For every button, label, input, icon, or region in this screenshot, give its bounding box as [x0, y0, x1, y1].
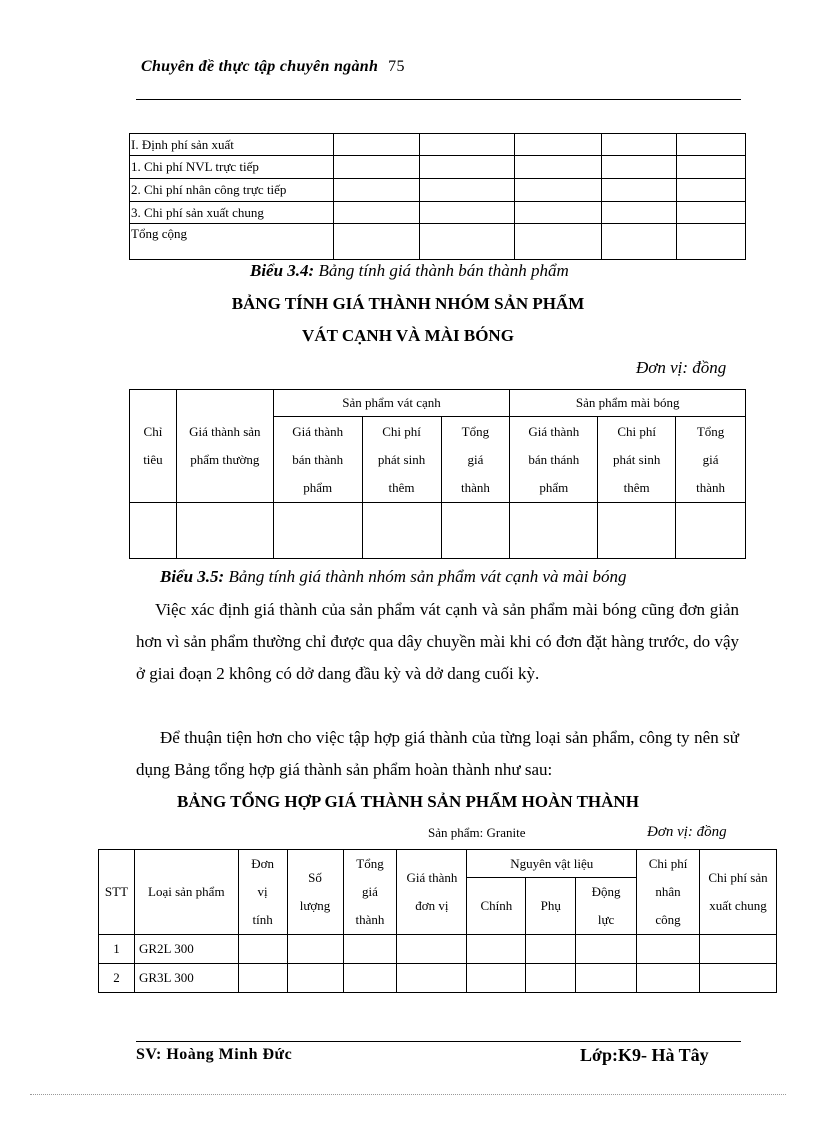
sub-header: Tổng giá thành: [441, 417, 510, 503]
page-bottom-rule: [30, 1094, 786, 1095]
row-label: 3. Chi phí sản xuất chung: [130, 202, 334, 224]
table-row: [130, 202, 746, 224]
row-label: I. Định phí sản xuất: [130, 134, 334, 156]
header-title: Chuyên đề thực tập chuyên ngành: [141, 58, 379, 75]
row-label: 2. Chi phí nhân công trực tiếp: [130, 179, 334, 202]
header-so-luong: Số lượng: [287, 850, 343, 935]
caption-text: Bảng tính giá thành nhóm sản phẩm vát cạnh và mài bóng: [224, 567, 627, 586]
table-header-row: [99, 850, 777, 878]
header-loai: Loại sản phẩm: [134, 850, 238, 935]
sub-header: Chi phí phát sinh thêm: [598, 417, 676, 503]
sub-header: Phụ: [526, 878, 576, 935]
table-row: [130, 224, 746, 260]
header-don-vi: Đơn vị tính: [238, 850, 287, 935]
cost-table: [129, 133, 746, 260]
sub-header: Giá thành bán thánh phẩm: [510, 417, 598, 503]
cell-stt: 2: [99, 964, 135, 993]
caption-3-4: [250, 261, 569, 281]
table-row: [130, 503, 746, 559]
header-rule: [136, 99, 741, 100]
header-tong-gia: Tổng giá thành: [343, 850, 397, 935]
table-row: [99, 964, 777, 993]
sub-header: Chi phí phát sinh thêm: [362, 417, 441, 503]
header-sxc: Chi phí sản xuất chung: [700, 850, 777, 935]
sub-header: Chính: [467, 878, 526, 935]
caption-label: Biểu 3.5:: [160, 567, 225, 586]
cell-name: GR3L 300: [134, 964, 238, 993]
page-header: [141, 58, 405, 76]
summary-table: [98, 849, 777, 993]
table-header-row: [130, 390, 746, 417]
section2-title-line2: VÁT CẠNH VÀ MÀI BÓNG: [302, 326, 514, 345]
caption-label: Biểu 3.4:: [250, 261, 315, 280]
caption-text: Bảng tính giá thành bán thành phẩm: [314, 261, 569, 280]
product-label: Sản phẩm: Granite: [428, 825, 526, 840]
row-label: 1. Chi phí NVL trực tiếp: [130, 156, 334, 179]
header-gia-thanh-thuong: Giá thành sản phẩm thường: [176, 390, 273, 503]
header-gia-don-vi: Giá thành đơn vị: [397, 850, 467, 935]
caption-3-5: [160, 567, 627, 587]
header-nhan-cong: Chi phí nhân công: [637, 850, 700, 935]
sub-header: Động lực: [576, 878, 637, 935]
paragraph-2: Để thuận tiện hơn cho việc tập hợp giá thành của từng loại sản phẩm, công ty nên sử dụng Bảng tổng hợp giá thành sản phẩm hoàn thành như sau:: [136, 728, 739, 779]
row-label: Tổng cộng: [130, 224, 334, 260]
footer-class: Lớp:K9- Hà Tây: [580, 1045, 709, 1065]
sub-header: Tổng giá thành: [676, 417, 746, 503]
unit-label-2: Đơn vị: đồng: [647, 824, 727, 840]
cell-stt: 1: [99, 935, 135, 964]
unit-label: Đơn vị: đồng: [636, 358, 727, 377]
paragraph-1: Việc xác định giá thành của sản phẩm vát cạnh và sản phẩm mài bóng cũng đơn giản hơn vì sản phẩm thường chỉ được qua dây chuyền mài khi có đơn đặt hàng trước, do vậy ở giai đoạn 2 không có dở dang đầu kỳ và dở dang cuối kỳ.: [136, 600, 739, 683]
footer-rule: [136, 1041, 741, 1042]
section3-title: BẢNG TỔNG HỢP GIÁ THÀNH SẢN PHẨM HOÀN THÀNH: [177, 792, 639, 811]
header-chi-tieu: Chỉ tiêu: [130, 390, 177, 503]
page-number: 75: [388, 58, 405, 75]
table-row: [130, 134, 746, 156]
table-row: [99, 935, 777, 964]
section2-title-line1: BẢNG TÍNH GIÁ THÀNH NHÓM SẢN PHẨM: [231, 294, 585, 313]
price-group-table: [129, 389, 746, 559]
header-stt: STT: [99, 850, 135, 935]
footer-student: SV: Hoàng Minh Đức: [136, 1046, 293, 1063]
cell-name: GR2L 300: [134, 935, 238, 964]
header-nvl: Nguyên vật liệu: [467, 850, 637, 878]
table-row: [130, 156, 746, 179]
header-mai-bong: Sản phẩm mài bóng: [510, 390, 746, 417]
header-vat-canh: Sản phẩm vát cạnh: [273, 390, 510, 417]
sub-header: Giá thành bán thành phẩm: [273, 417, 362, 503]
table-row: [130, 179, 746, 202]
